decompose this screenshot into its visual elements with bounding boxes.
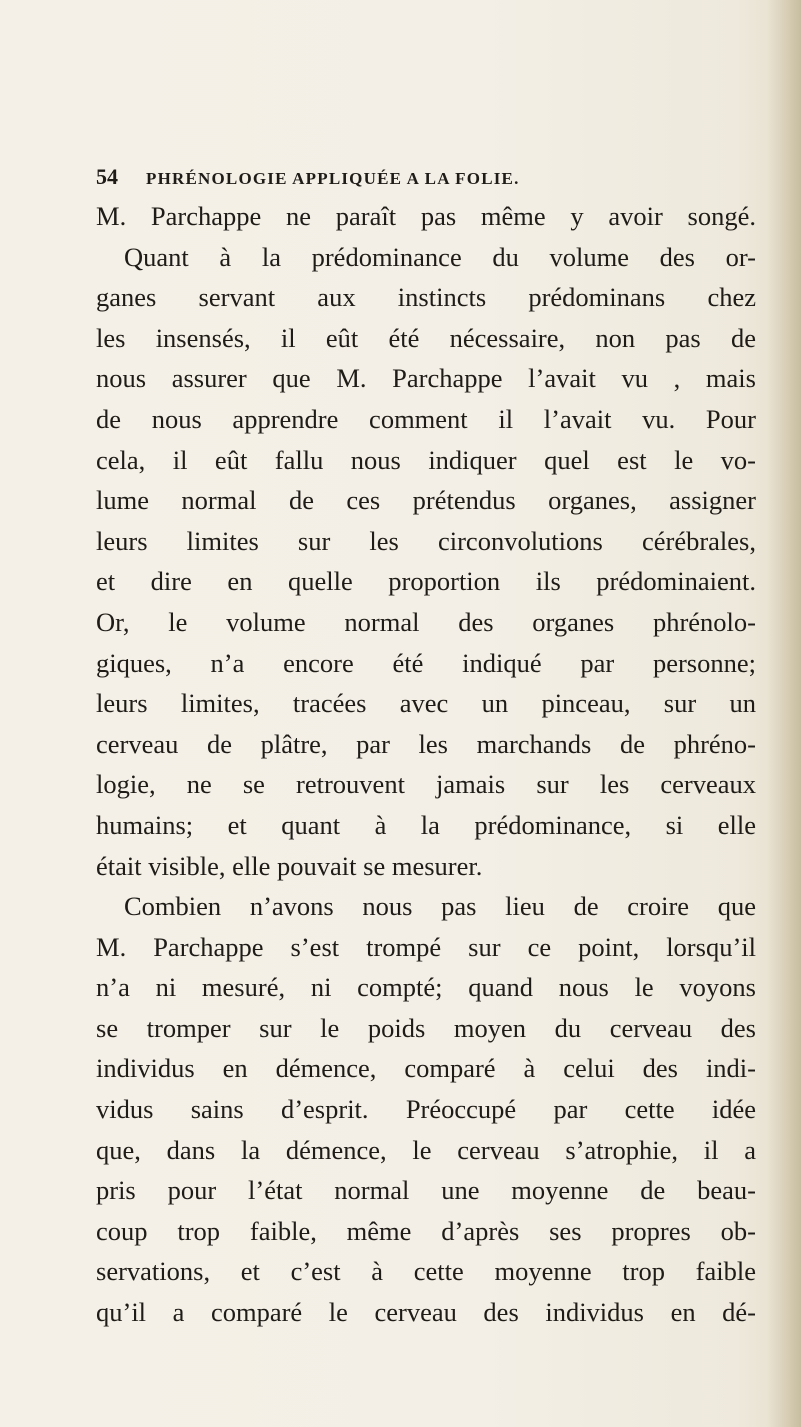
text-line: cerveau de plâtre, par les marchands de phréno- (96, 728, 756, 759)
page-header (96, 164, 736, 198)
page-edge-shadow (767, 0, 801, 1427)
text-line: logie, ne se retrouvent jamais sur les cerveaux (96, 769, 756, 800)
text-line: Quant à la prédominance du volume des or- (124, 241, 756, 272)
text-line: M. Parchappe s’est trompé sur ce point, lorsqu’il (96, 931, 756, 962)
text-line: nous assurer que M. Parchappe l’avait vu , mais (96, 363, 756, 394)
text-line: n’a ni mesuré, ni compté; quand nous le voyons (96, 972, 756, 1003)
text-line: Or, le volume normal des organes phrénolo- (96, 606, 756, 637)
text-line: humains; et quant à la prédominance, si elle (96, 809, 756, 840)
text-line: giques, n’a encore été indiqué par personne; (96, 647, 756, 678)
text-line: leurs limites, tracées avec un pinceau, sur un (96, 688, 756, 719)
text-line: coup trop faible, même d’après ses propres ob- (96, 1215, 756, 1246)
text-line: leurs limites sur les circonvolutions cérébrales, (96, 525, 756, 556)
text-line: servations, et c’est à cette moyenne trop faible (96, 1256, 756, 1287)
page-number: 54 (96, 164, 118, 189)
text-line: Combien n’avons nous pas lieu de croire que (124, 891, 756, 922)
text-line: individus en démence, comparé à celui des indi- (96, 1053, 756, 1084)
text-line: ganes servant aux instincts prédominans chez (96, 282, 756, 313)
text-line: se tromper sur le poids moyen du cerveau des (96, 1012, 756, 1043)
text-line: lume normal de ces prétendus organes, assigner (96, 485, 756, 516)
text-line: de nous apprendre comment il l’avait vu. Pour (96, 403, 756, 434)
text-line: les insensés, il eût été nécessaire, non pas de (96, 322, 756, 353)
body-text (96, 196, 756, 1333)
text-line: et dire en quelle proportion ils prédominaient. (96, 566, 756, 597)
text-line: pris pour l’état normal une moyenne de beau- (96, 1175, 756, 1206)
text-line: M. Parchappe ne paraît pas même y avoir songé. (96, 201, 756, 231)
text-line: qu’il a comparé le cerveau des individus en dé- (96, 1297, 756, 1328)
text-line: était visible, elle pouvait se mesurer. (96, 850, 483, 881)
text-line: vidus sains d’esprit. Préoccupé par cette idée (96, 1094, 756, 1125)
text-line: cela, il eût fallu nous indiquer quel est le vo- (96, 444, 756, 475)
text-line: que, dans la démence, le cerveau s’atrophie, il a (96, 1134, 756, 1165)
running-head: PHRÉNOLOGIE APPLIQUÉE A LA FOLIE. (146, 169, 520, 188)
